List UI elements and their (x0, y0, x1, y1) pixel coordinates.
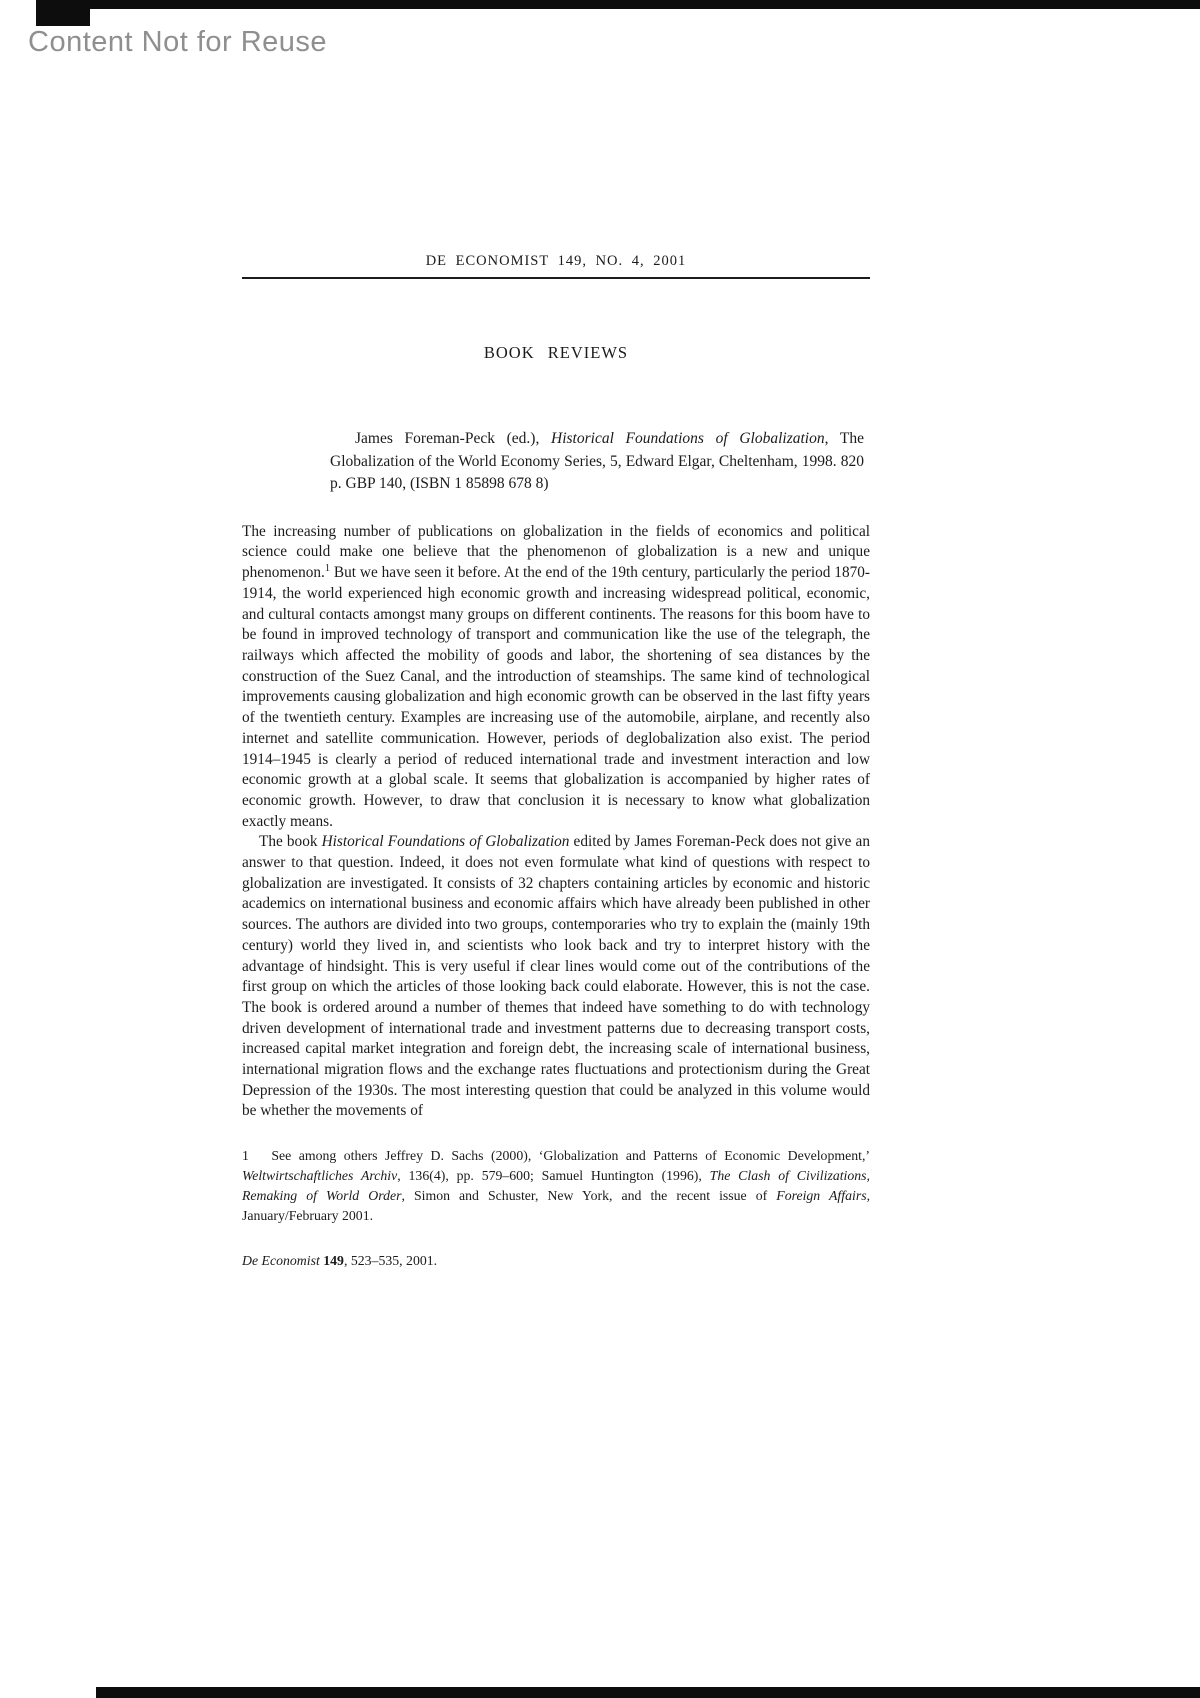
scan-edge-bottom (96, 1687, 1200, 1698)
watermark: Content Not for Reuse (28, 26, 328, 58)
journal-reference: De Economist 149, 523–535, 2001. (242, 1253, 438, 1269)
header-rule (242, 277, 870, 279)
paragraph-1: The increasing number of publications on globalization in the fields of economics and political science could make one believe that the phenomenon of globalization is a new and unique phenomenon.$^1$ But we have seen it before. At the end of the 19th century, particularly the period 1870-1914, the world experienced high economic growth and increasing widespread political, economic, and cultural contacts amongst many groups on different continents. The reasons for this boom have to be found in improved technology of transport and communication like the use of the telegraph, the railways which affected the mobility of goods and labor, the shortening of sea distances by the construction of the Suez Canal, and the introduction of steamships. The same kind of technological improvements causing globalization and high economic growth can be observed in the last fifty years of the twentieth century. Examples are increasing use of the automobile, airplane, and recently also internet and satellite communication. However, periods of deglobalization also exist. The period 1914–1945 is clearly a period of reduced international trade and investment interaction and low economic growth at a global scale. It seems that globalization is accompanied by higher rates of economic growth. However, to draw that conclusion it is necessary to know what globalization exactly means. (242, 522, 870, 830)
scan-edge-top (36, 0, 1200, 9)
footnote-1: 1 See among others Jeffrey D. Sachs (2000), ‘Globalization and Patterns of Economic Development,’ Weltwirtschaftliches Archiv, 136(4), pp. 579–600; Samuel Huntington (1996), The Clash of Civilizations, Remaking of World Order, Simon and Schuster, New York, and the recent issue of Foreign Affairs, January/February 2001. (242, 1148, 871, 1223)
running-head: DE ECONOMIST 149, NO. 4, 2001 (425, 253, 687, 269)
scan-corner-top-left (36, 0, 90, 26)
paragraph-2: The book Historical Foundations of Globalization edited by James Foreman-Peck does not give an answer to that question. Indeed, it does not even formulate what kind of questions with respect to globalization are investigated. It consists of 32 chapters containing articles by economic and historic academics on international business and economic affairs which have already been published in other sources. The authors are divided into two groups, contemporaries who try to explain the (mainly 19th century) world they lived in, and scientists who look back and try to interpret history with the advantage of hindsight. This is very useful if clear lines would come out of the contributions of the first group on which the articles of those looking back could elaborate. However, this is not the case. The book is ordered around a number of themes that indeed have something to do with technology driven development of international trade and investment patterns due to decreasing transport costs, increased capital market integration and foreign debt, the increasing scale of international business, international migration flows and the exchange rates fluctuations and protectionism during the Great Depression of the 1930s. The most interesting question that could be analyzed in this volume would be whether the movements of (242, 833, 870, 1120)
review-body (242, 522, 870, 1122)
book-citation: James Foreman-Peck (ed.), Historical Foundations of Globalization, The Globalization of the World Economy Series, 5, Edward Elgar, Cheltenham, 1998. 820 p. GBP 140, (ISBN 1 85898 678 8) (330, 430, 864, 493)
content-column (242, 253, 870, 1270)
section-title: BOOK REVIEWS (483, 343, 629, 362)
